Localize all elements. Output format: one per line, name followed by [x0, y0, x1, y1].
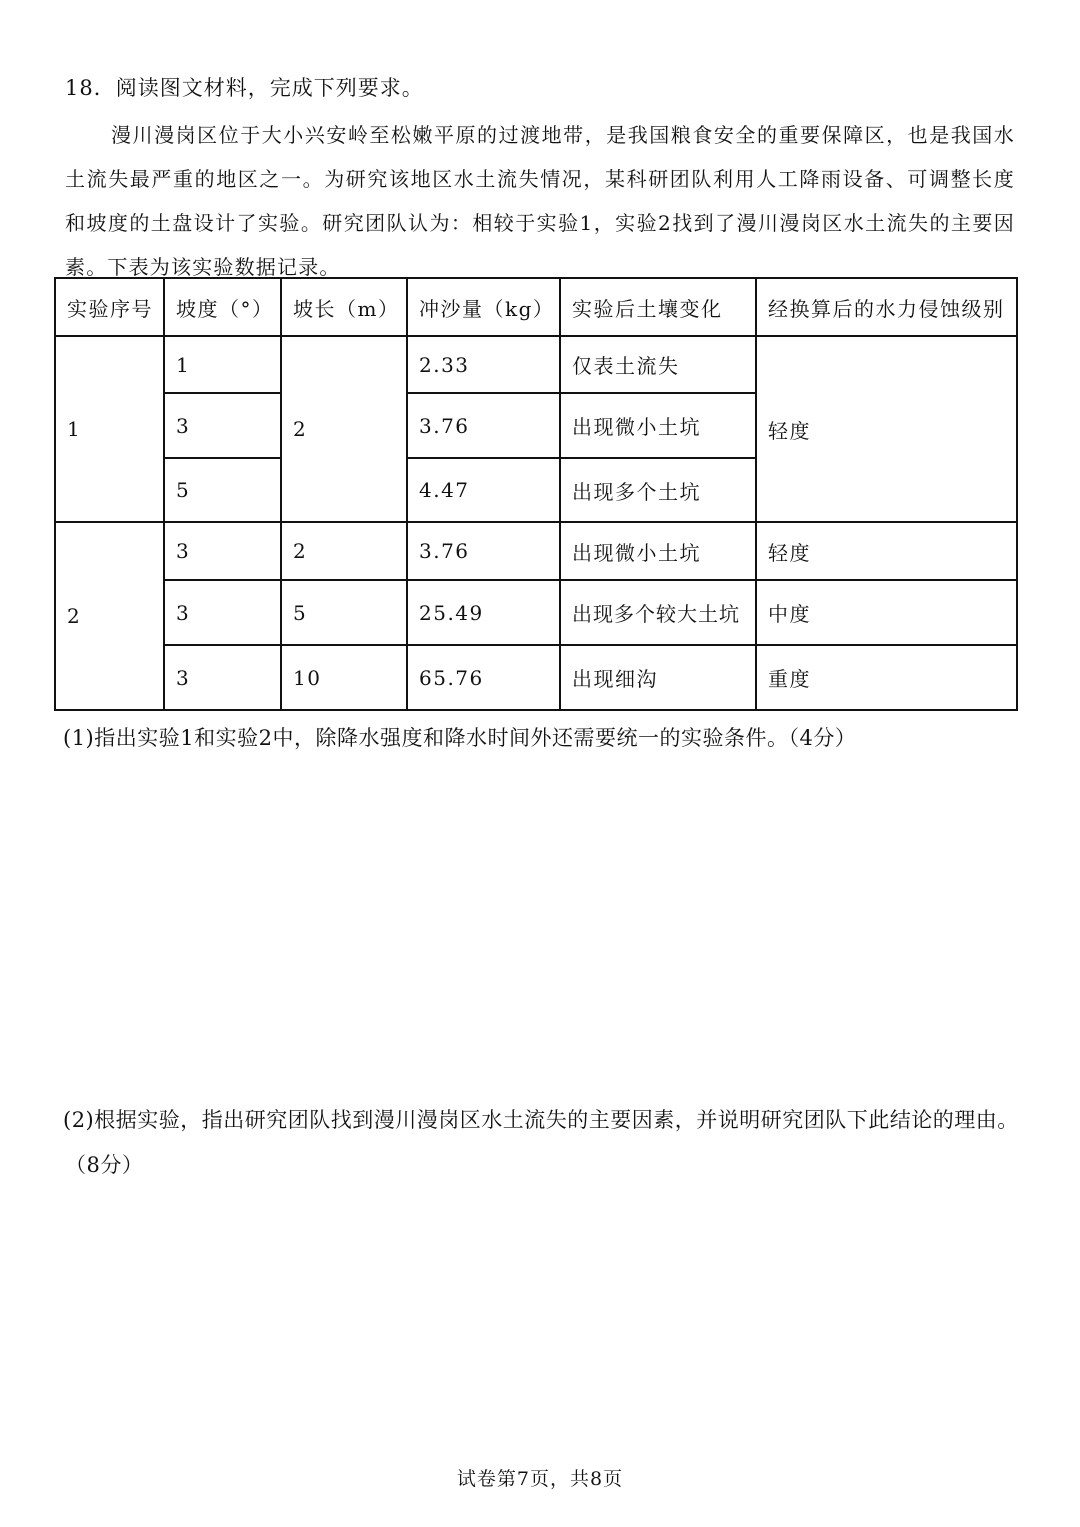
sediment-cell: 2.33	[407, 336, 560, 393]
slope-cell: 3	[164, 522, 281, 580]
subquestion-2-score: （8分）	[65, 1153, 144, 1177]
soil-change-cell: 出现多个土坑	[560, 458, 756, 522]
slope-length-cell: 2	[281, 336, 407, 522]
erosion-level-cell: 重度	[756, 645, 1017, 710]
header-cell-id: 实验序号	[55, 278, 164, 336]
sediment-cell: 4.47	[407, 458, 560, 522]
experiment-id-cell: 1	[55, 336, 164, 522]
sediment-cell: 65.76	[407, 645, 560, 710]
erosion-level-cell: 轻度	[756, 522, 1017, 580]
header-cell-soil-change: 实验后土壤变化	[560, 278, 756, 336]
page-footer: 试卷第7页，共8页	[456, 1468, 624, 1490]
table-row	[55, 522, 1017, 580]
soil-change-cell: 出现细沟	[560, 645, 756, 710]
slope-cell: 3	[164, 393, 281, 458]
soil-change-cell: 出现多个较大土坑	[560, 580, 756, 645]
soil-change-cell: 出现微小土坑	[560, 522, 756, 580]
soil-change-cell: 仅表土流失	[560, 336, 756, 393]
table-row	[55, 580, 1017, 645]
sediment-cell: 3.76	[407, 522, 560, 580]
erosion-level-cell: 中度	[756, 580, 1017, 645]
erosion-level-cell: 轻度	[756, 336, 1017, 522]
experiment-id-cell: 2	[55, 522, 164, 710]
slope-cell: 3	[164, 645, 281, 710]
sediment-cell: 25.49	[407, 580, 560, 645]
slope-cell: 3	[164, 580, 281, 645]
slope-cell: 5	[164, 458, 281, 522]
question-title: 18．阅读图文材料，完成下列要求。	[65, 76, 424, 100]
subquestion-2: (2)根据实验，指出研究团队找到漫川漫岗区水土流失的主要因素，并说明研究团队下此结论的理由。	[63, 1108, 1019, 1132]
table-row	[55, 645, 1017, 710]
table-row	[55, 336, 1017, 393]
header-cell-slope-length: 坡长（m）	[281, 278, 407, 336]
material-paragraph: 漫川漫岗区位于大小兴安岭至松嫩平原的过渡地带，是我国粮食安全的重要保障区，也是我国水土流失最严重的地区之一。为研究该地区水土流失情况，某科研团队利用人工降雨设备、可调整长度和坡度的土盘设计了实验。研究团队认为：相较于实验1，实验2找到了漫川漫岗区水土流失的主要因素。下表为该实验数据记录。	[65, 123, 1015, 279]
slope-length-cell: 2	[281, 522, 407, 580]
table-header-row	[55, 278, 1017, 336]
subquestion-1: (1)指出实验1和实验2中，除降水强度和降水时间外还需要统一的实验条件。（4分）	[63, 726, 857, 750]
sediment-cell: 3.76	[407, 393, 560, 458]
slope-length-cell: 5	[281, 580, 407, 645]
experiment-data-table	[54, 277, 1018, 711]
slope-cell: 1	[164, 336, 281, 393]
header-cell-erosion-level: 经换算后的水力侵蚀级别	[756, 278, 1017, 336]
soil-change-cell: 出现微小土坑	[560, 393, 756, 458]
header-cell-slope: 坡度（°）	[164, 278, 281, 336]
header-cell-sediment: 冲沙量（kg）	[407, 278, 560, 336]
slope-length-cell: 10	[281, 645, 407, 710]
